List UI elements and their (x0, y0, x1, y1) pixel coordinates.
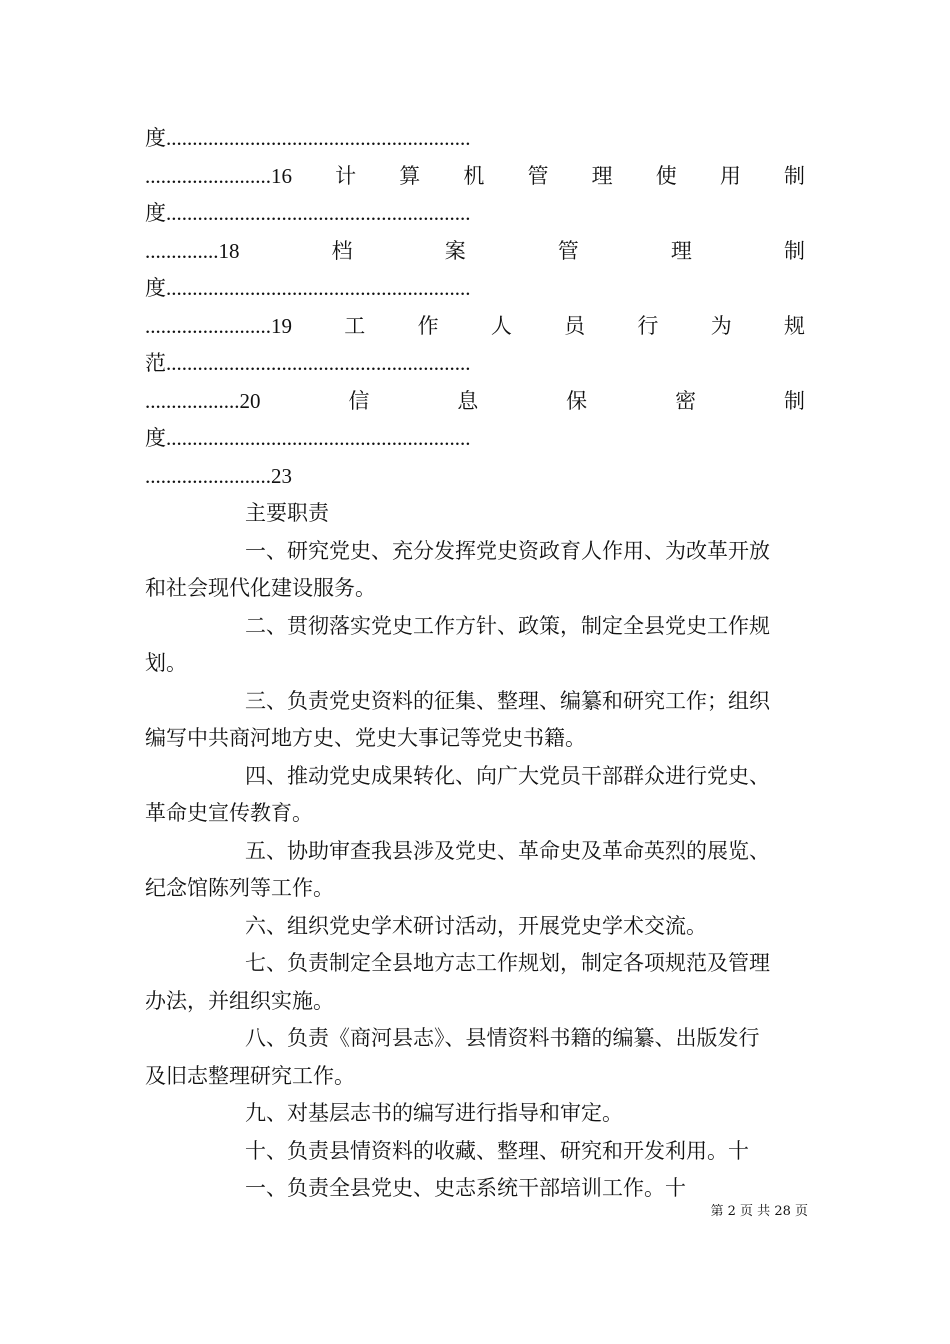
toc-title-char: 息 (457, 389, 479, 413)
toc-title-char: 使 (655, 164, 677, 188)
toc-title-char: 制 (783, 239, 805, 263)
paragraph-5-line-1: 五、协助审查我县涉及党史、革命史及革命英烈的展览、 (245, 839, 770, 863)
toc-title-char: 制 (784, 164, 805, 188)
toc-title-char: 保 (566, 389, 588, 413)
toc-page-number: 18 (218, 239, 240, 263)
paragraph-3-line-1: 三、负责党史资料的征集、整理、编纂和研究工作；组织 (245, 689, 770, 713)
toc-title-char: 管 (557, 239, 579, 263)
toc-title-char: 为 (710, 314, 732, 338)
toc-entry-dots: ..............18 (145, 239, 240, 263)
paragraph-8-line-1: 八、负责《商河县志》、县情资料书籍的编纂、出版发行 (245, 1026, 760, 1050)
toc-title-char: 人 (490, 314, 512, 338)
toc-line-4 (145, 235, 805, 267)
toc-title-char: 员 (564, 314, 586, 338)
toc-line-8 (145, 385, 805, 417)
toc-title-char: 规 (783, 314, 805, 338)
toc-entry-dots: ........................16 (145, 164, 292, 188)
paragraph-3-line-2: 编写中共商河地方史、党史大事记等党史书籍。 (145, 726, 586, 750)
paragraph-7-line-2: 办法，并组织实施。 (145, 989, 334, 1013)
toc-title-char: 档 (331, 239, 353, 263)
paragraph-4-line-2: 革命史宣传教育。 (145, 801, 313, 825)
paragraph-7-line-1: 七、负责制定全县地方志工作规划，制定各项规范及管理 (245, 951, 770, 975)
paragraph-5-line-2: 纪念馆陈列等工作。 (145, 876, 334, 900)
toc-title-char: 信 (348, 389, 370, 413)
toc-title-char: 理 (591, 164, 613, 188)
toc-title-char: 用 (719, 164, 741, 188)
toc-page-number: 16 (271, 164, 292, 188)
toc-title-char: 理 (670, 239, 692, 263)
toc-title-char: 机 (463, 164, 485, 188)
toc-title-char: 行 (637, 314, 659, 338)
toc-title-char: 工 (344, 314, 366, 338)
page-number-footer: 第 2 页 共 28 页 (710, 1204, 808, 1219)
toc-line-2 (145, 160, 805, 192)
toc-line-1: 度.......................................................... (145, 126, 471, 150)
toc-title-char: 密 (675, 389, 697, 413)
toc-title-char: 案 (444, 239, 466, 263)
toc-title-char: 管 (527, 164, 549, 188)
toc-title-char: 作 (417, 314, 439, 338)
paragraph-1-line-2: 和社会现代化建设服务。 (145, 576, 376, 600)
paragraph-1-line-1: 一、研究党史、充分发挥党史资政育人作用、为改革开放 (245, 539, 770, 563)
toc-page-number: 19 (271, 314, 292, 338)
paragraph-8-line-2: 及旧志整理研究工作。 (145, 1064, 355, 1088)
paragraph-9: 九、对基层志书的编写进行指导和审定。 (245, 1101, 623, 1125)
toc-title-char: 算 (399, 164, 421, 188)
toc-line-10: ........................23 (145, 464, 292, 488)
toc-line-9: 度.......................................................... (145, 426, 471, 450)
toc-line-5: 度.......................................................... (145, 276, 471, 300)
toc-title-char: 制 (783, 389, 805, 413)
paragraph-2-line-1: 二、贯彻落实党史工作方针、政策，制定全县党史工作规 (245, 614, 770, 638)
section-heading: 主要职责 (245, 501, 329, 525)
toc-title-char: 计 (335, 164, 357, 188)
paragraph-11: 一、负责全县党史、史志系统干部培训工作。十 (245, 1176, 686, 1200)
paragraph-4-line-1: 四、推动党史成果转化、向广大党员干部群众进行党史、 (245, 764, 770, 788)
toc-page-number: 20 (239, 389, 261, 413)
toc-line-3: 度.......................................................... (145, 201, 471, 225)
toc-line-6 (145, 310, 805, 342)
paragraph-10: 十、负责县情资料的收藏、整理、研究和开发利用。十 (245, 1139, 749, 1163)
paragraph-2-line-2: 划。 (145, 651, 187, 675)
toc-entry-dots: ........................19 (145, 314, 292, 338)
toc-line-7: 范.......................................................... (145, 351, 471, 375)
paragraph-6: 六、组织党史学术研讨活动，开展党史学术交流。 (245, 914, 707, 938)
toc-entry-dots: ..................20 (145, 389, 261, 413)
